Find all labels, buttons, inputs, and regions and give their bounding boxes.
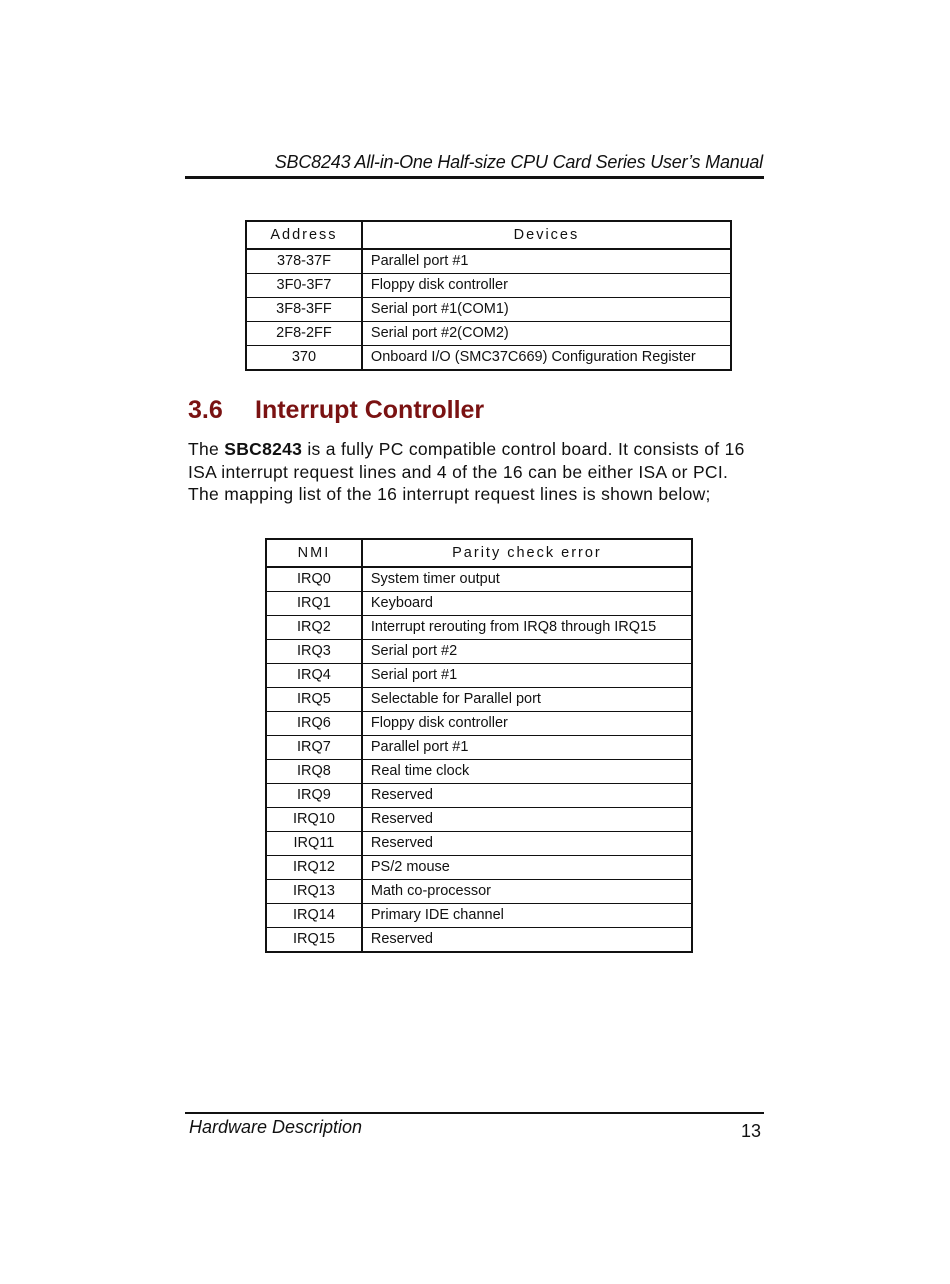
table-row: [267, 712, 692, 736]
table-cell-value: Floppy disk controller: [362, 712, 692, 736]
table-cell-key: 3F8-3FF: [247, 298, 362, 322]
footer-section-name: Hardware Description: [189, 1117, 363, 1137]
table-cell-key: IRQ11: [267, 832, 362, 856]
table-row: [267, 664, 692, 688]
table-cell-key: IRQ7: [267, 736, 362, 760]
body-paragraph: [188, 438, 748, 506]
table-cell-key: IRQ10: [267, 808, 362, 832]
section-number: 3.6: [188, 396, 223, 424]
table-cell-value: Reserved: [362, 808, 692, 832]
table-row: [267, 904, 692, 928]
table-cell-key: 2F8-2FF: [247, 322, 362, 346]
table-cell-value: Reserved: [362, 832, 692, 856]
table-cell-value: Floppy disk controller: [362, 274, 731, 298]
section-heading: [188, 396, 484, 425]
table-cell-value: Serial port #2(COM2): [362, 322, 731, 346]
table-row: [247, 322, 731, 346]
table-cell-value: System timer output: [362, 567, 692, 592]
table-cell-key: IRQ3: [267, 640, 362, 664]
table-cell-value: Interrupt rerouting from IRQ8 through IRQ15: [362, 616, 692, 640]
table-cell-key: IRQ9: [267, 784, 362, 808]
table-row: [267, 760, 692, 784]
table-cell-key: IRQ6: [267, 712, 362, 736]
table-cell-key: IRQ1: [267, 592, 362, 616]
table-row: [267, 856, 692, 880]
table-cell-value: Parallel port #1: [362, 736, 692, 760]
table-header-row: [267, 540, 692, 568]
table-row: [267, 616, 692, 640]
table-cell-value: Keyboard: [362, 592, 692, 616]
page-number: 13: [740, 1121, 761, 1141]
table-cell-value: Serial port #2: [362, 640, 692, 664]
table-header-row: [247, 222, 731, 250]
table-cell-key: IRQ13: [267, 880, 362, 904]
irq-mapping-table: [266, 539, 692, 952]
running-header-title: SBC8243 All-in-One Half-size CPU Card Series User’s Manual: [274, 152, 763, 172]
table-cell-key: IRQ12: [267, 856, 362, 880]
table-row: [267, 808, 692, 832]
paragraph-text: is a fully PC compatible control board. It consists of 16 ISA interrupt request lines and 4 of the 16 can be either ISA or PCI. The mapping list of the 16 interrupt request lines is shown below;: [188, 439, 745, 504]
table-row: [267, 784, 692, 808]
table-cell-key: 3F0-3F7: [247, 274, 362, 298]
table-cell-key: IRQ2: [267, 616, 362, 640]
table-cell-value: Primary IDE channel: [362, 904, 692, 928]
table-cell-key: 370: [247, 346, 362, 370]
table-cell-value: Parallel port #1: [362, 249, 731, 274]
paragraph-prefix: The: [188, 439, 225, 459]
table-row: [267, 592, 692, 616]
table-cell-key: IRQ8: [267, 760, 362, 784]
table-row: [247, 346, 731, 370]
table-cell-value: Onboard I/O (SMC37C669) Configuration Register: [362, 346, 731, 370]
column-header-irq: NMI: [267, 540, 362, 568]
table-row: [267, 567, 692, 592]
table-cell-value: Reserved: [362, 928, 692, 952]
column-header-description: Parity check error: [362, 540, 692, 568]
header-rule: [185, 176, 764, 179]
table-cell-key: 378-37F: [247, 249, 362, 274]
io-address-table: [246, 221, 731, 370]
table-cell-value: Math co-processor: [362, 880, 692, 904]
table-row: [267, 832, 692, 856]
table-row: [267, 640, 692, 664]
footer-rule: [185, 1112, 764, 1114]
column-header-address: Address: [247, 222, 362, 250]
table-row: [247, 298, 731, 322]
table-cell-value: Serial port #1: [362, 664, 692, 688]
table-cell-key: IRQ15: [267, 928, 362, 952]
section-title: Interrupt Controller: [255, 396, 485, 424]
table-row: [247, 274, 731, 298]
table-cell-key: IRQ5: [267, 688, 362, 712]
table-row: [267, 880, 692, 904]
table-cell-value: Real time clock: [362, 760, 692, 784]
table-cell-key: IRQ0: [267, 567, 362, 592]
table-cell-value: Reserved: [362, 784, 692, 808]
table-row: [267, 688, 692, 712]
table-cell-value: PS/2 mouse: [362, 856, 692, 880]
table-row: [267, 928, 692, 952]
table-row: [267, 736, 692, 760]
table-cell-value: Selectable for Parallel port: [362, 688, 692, 712]
table-cell-value: Serial port #1(COM1): [362, 298, 731, 322]
column-header-devices: Devices: [362, 222, 731, 250]
table-cell-key: IRQ4: [267, 664, 362, 688]
table-cell-key: IRQ14: [267, 904, 362, 928]
product-name: SBC8243: [224, 439, 303, 459]
table-row: [247, 249, 731, 274]
